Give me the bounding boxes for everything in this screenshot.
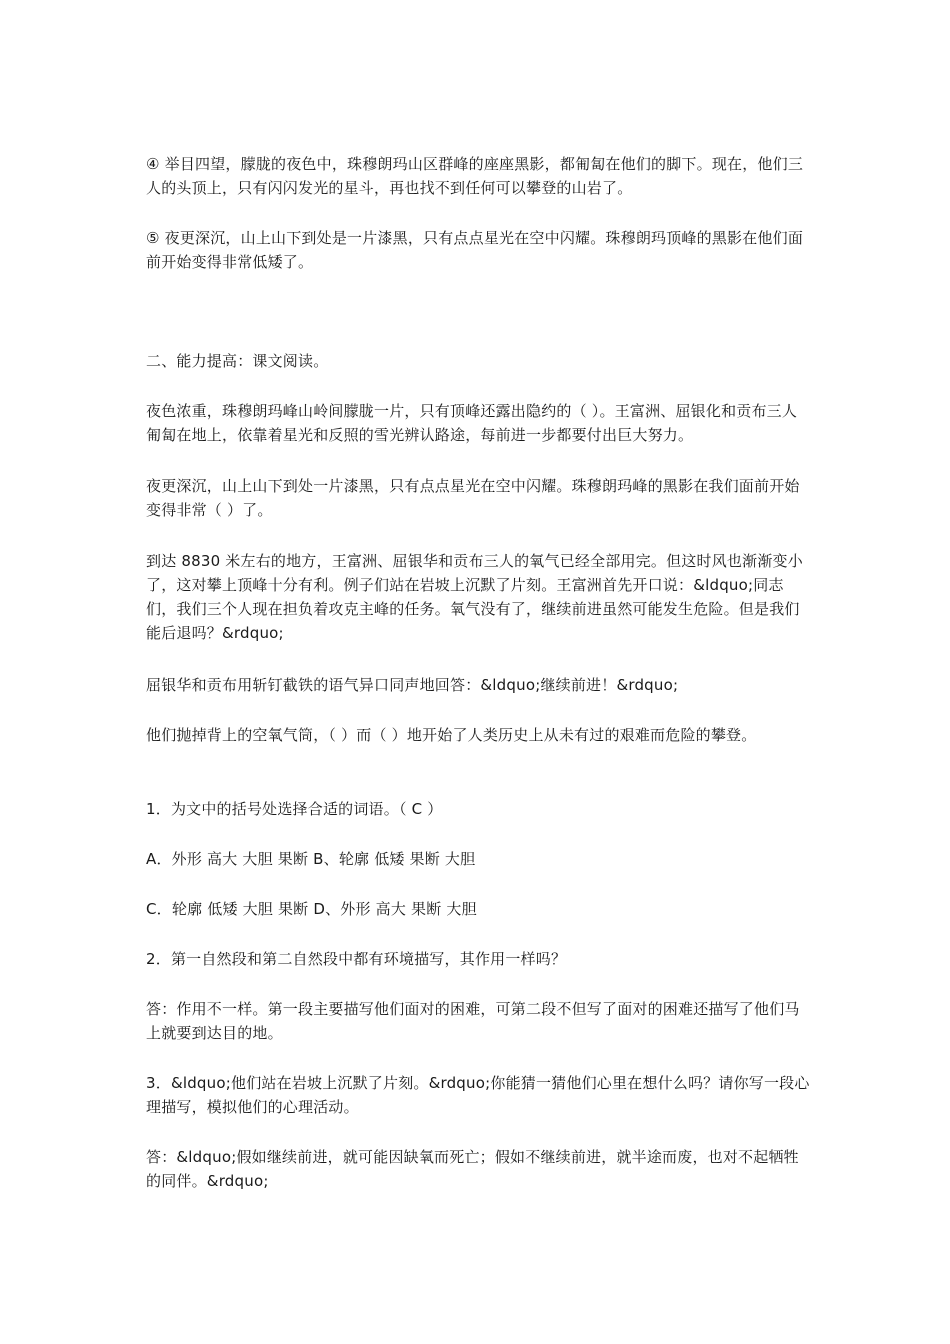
paragraph-4: ④ 举目四望，朦胧的夜色中，珠穆朗玛山区群峰的座座黑影，都匍匐在他们的脚下。现在，他们三人的头顶上，只有闪闪发光的星斗，再也找不到任何可以攀登的山岩了。	[146, 155, 804, 197]
question-1-options-ab: A．外形 高大 大胆 果断 B、轮廓 低矮 果断 大胆	[146, 850, 476, 868]
answer-2: 答：作用不一样。第一段主要描写他们面对的困难，可第二段不但写了面对的困难还描写了他们马上就要到达目的地。	[146, 1000, 800, 1042]
passage-paragraph-1: 夜色浓重，珠穆朗玛峰山岭间朦胧一片，只有顶峰还露出隐约的（ ）。王富洲、屈银化和贡布三人匍匐在地上，依靠着星光和反照的雪光辨认路途，每前进一步都要付出巨大努力。	[146, 402, 798, 444]
passage-paragraph-3: 到达 8830 米左右的地方，王富洲、屈银华和贡布三人的氧气已经全部用完。但这时风也渐渐变小了，这对攀上顶峰十分有利。例子们站在岩坡上沉默了片刻。王富洲首先开口说：&ldquo;同志们，我们三个人现在担负着攻克主峰的任务。氧气没有了，继续前进虽然可能发生危险。但是我们能后退吗？&rdquo;	[146, 552, 803, 642]
passage-paragraph-2: 夜更深沉，山上山下到处一片漆黑，只有点点星光在空中闪耀。珠穆朗玛峰的黑影在我们面前开始变得非常（ ）了。	[146, 477, 800, 519]
question-2: 2．第一自然段和第二自然段中都有环境描写，其作用一样吗？	[146, 950, 567, 968]
passage-paragraph-4: 屈银华和贡布用斩钉截铁的语气异口同声地回答：&ldquo;继续前进！&rdquo;	[146, 676, 679, 694]
section-heading: 二、能力提高：课文阅读。	[146, 352, 329, 370]
question-1: 1．为文中的括号处选择合适的词语。（ C ）	[146, 800, 443, 818]
paragraph-5: ⑤ 夜更深沉，山上山下到处是一片漆黑，只有点点星光在空中闪耀。珠穆朗玛顶峰的黑影在他们面前开始变得非常低矮了。	[146, 229, 804, 271]
question-1-options-cd: C．轮廓 低矮 大胆 果断 D、外形 高大 果断 大胆	[146, 900, 477, 918]
answer-3: 答：&ldquo;假如继续前进，就可能因缺氧而死亡；假如不继续前进，就半途而废，也对不起牺牲的同伴。&rdquo;	[146, 1148, 799, 1190]
question-3: 3．&ldquo;他们站在岩坡上沉默了片刻。&rdquo;你能猜一猜他们心里在想什么吗？请你写一段心理描写，模拟他们的心理活动。	[146, 1074, 810, 1116]
passage-paragraph-5: 他们抛掉背上的空氧气筒，（ ）而（ ）地开始了人类历史上从未有过的艰难而危险的攀登。	[146, 726, 757, 744]
